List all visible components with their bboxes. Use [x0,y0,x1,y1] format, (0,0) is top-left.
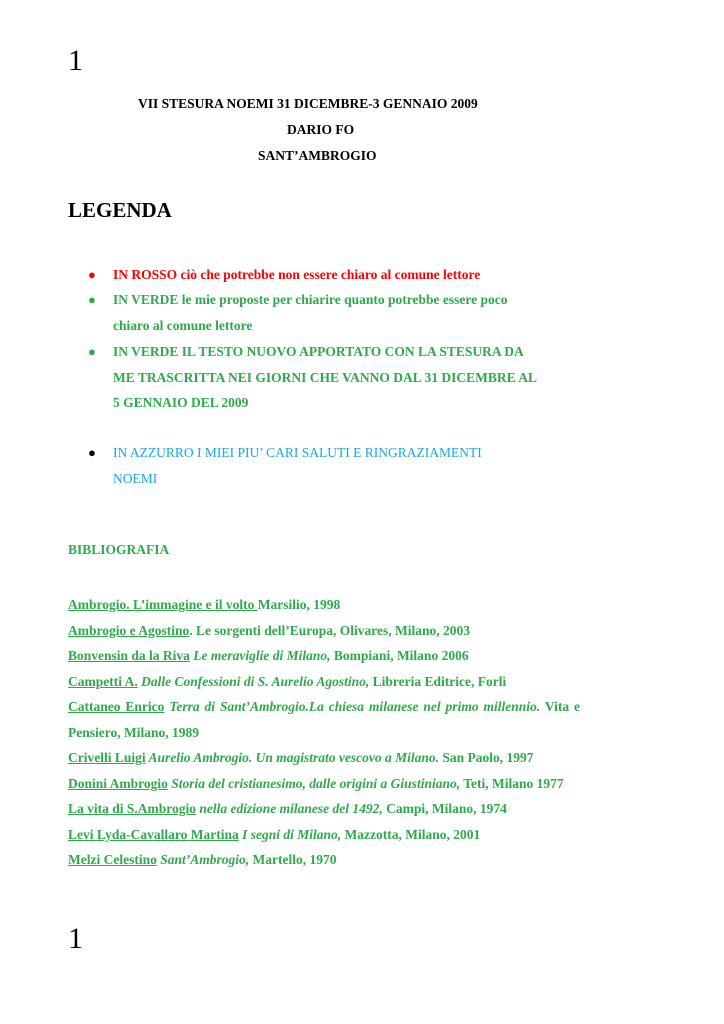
bullet-icon: ● [88,267,96,282]
entry-title: Le meraviglie di Milano, [189,648,331,663]
legend-line: ME TRASCRITTA NEI GIORNI CHE VANNO DAL 31 DICEMBRE AL [113,369,537,385]
legend-item-text [113,339,593,416]
legend-line: NOEMI [113,470,158,486]
entry-publisher: Martello, 1970 [249,852,337,867]
entry-author: Campetti A. [68,673,138,689]
bibliography-entry [68,618,580,644]
legend-item-text [113,287,593,338]
entry-publisher: Campi, Milano, 1974 [382,801,507,816]
legenda-title: LEGENDA [68,198,172,222]
entry-publisher: San Paolo, 1997 [439,750,534,765]
entry-publisher: Marsilio, 1998 [257,597,341,612]
entry-author: Donini Ambrogio [68,775,168,791]
page-number-top: 1 [68,44,83,77]
bibliography-entry [68,796,580,822]
entry-author: Cattaneo Enrico [68,699,165,714]
bibliography-entry [68,669,580,695]
entry-author: La vita di S.Ambrogio [68,801,197,816]
entry-publisher: . Le sorgenti dell’Europa, Olivares, Milano, 2003 [189,622,471,638]
bibliography-entry [68,771,580,797]
entry-title: Aurelio Ambrogio. Un magistrato vescovo a Milano. [145,750,440,765]
bibliography-entry [68,694,580,745]
bullet-icon: ● [88,344,96,359]
entry-publisher: Libreria Editrice, Forlì [369,673,507,689]
entry-author: Melzi Celestino [68,852,157,867]
entry-author: Bonvensin da la Riva [68,648,190,663]
entry-publisher: Vita e Pensiero, Milano, 1989 [68,699,580,740]
entry-title: Sant’Ambrogio, [156,852,250,867]
legend-line: IN AZZURRO I MIEI PIU’ CARI SALUTI E RINGRAZIAMENTI [113,445,482,460]
bibliography-entry [68,745,580,771]
entry-title: nella edizione milanese del 1492, [196,801,383,816]
header-line-2: DARIO FO [287,122,355,137]
entry-title: Terra di Sant’Ambrogio.La chiesa milanese nel primo millennio. [164,699,541,714]
bibliography-entry [68,822,580,848]
entry-author: Ambrogio e Agostino [68,622,190,638]
bibliography-entry [68,847,580,873]
entry-author: Ambrogio. L’immagine e il volto [68,597,258,612]
legend-line: IN VERDE le mie proposte per chiarire quanto potrebbe essere poco [113,292,508,307]
entry-author: Crivelli Luigi [68,750,146,765]
bibliografia-title: BIBLIOGRAFIA [68,542,170,557]
page-number-bottom: 1 [68,922,83,955]
legend-line: IN VERDE IL TESTO NUOVO APPORTATO CON LA STESURA DA [113,344,524,359]
bibliography-list [68,592,580,873]
entry-title: Storia del cristianesimo, dalle origini a Giustiniano, [167,775,461,791]
bullet-icon: ● [88,292,96,307]
legend-line: 5 GENNAIO DEL 2009 [113,395,249,410]
entry-title: Dalle Confessioni di S. Aurelio Agostino, [137,673,370,689]
header-line-3: SANT’AMBROGIO [258,148,377,163]
entry-title: I segni di Milano, [238,826,342,842]
legend-line: chiaro al comune lettore [113,317,253,333]
entry-publisher: Mazzotta, Milano, 2001 [341,826,481,842]
entry-publisher: Bompiani, Milano 2006 [330,648,469,663]
legend-item-text [113,440,593,491]
bullet-icon: ● [88,445,96,460]
bibliography-entry [68,643,580,669]
bibliography-entry [68,592,580,618]
header-line-1: VII STESURA NOEMI 31 DICEMBRE-3 GENNAIO 2009 [138,96,478,111]
entry-author: Levi Lyda-Cavallaro Martina [68,826,239,842]
legend-item-text: IN ROSSO ciò che potrebbe non essere chiaro al comune lettore [113,267,481,282]
entry-publisher: Teti, Milano 1977 [460,775,564,791]
